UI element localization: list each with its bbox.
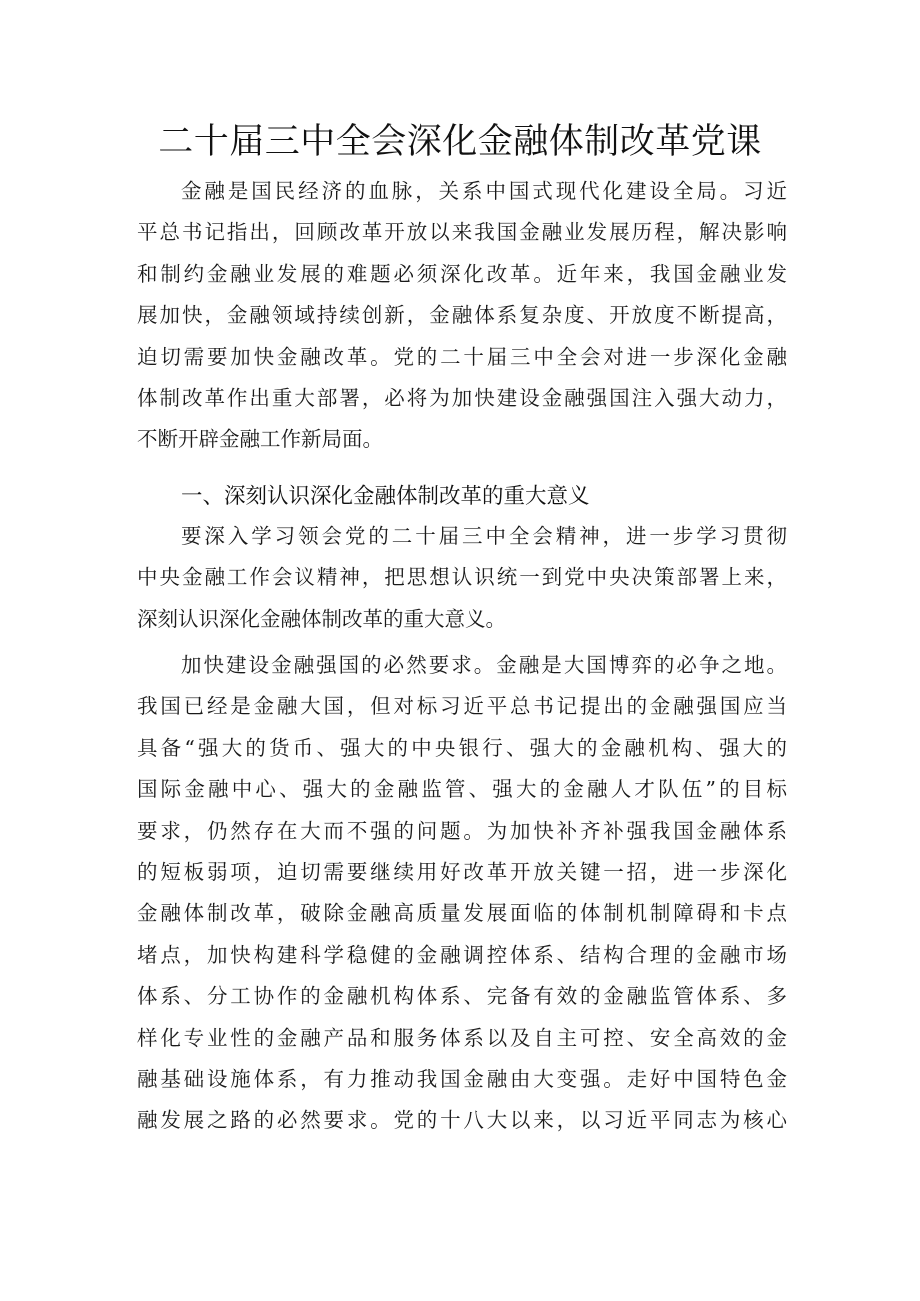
text-line: 国际金融中心、强大的金融监管、强大的金融人才队伍”的目标: [137, 777, 787, 802]
text-line: 我国已经是金融大国，但对标习近平总书记提出的金融强国应当: [137, 694, 787, 719]
text-line: 金融是国民经济的血脉，关系中国式现代化建设全局。习近: [181, 179, 787, 203]
text-line: 展加快，金融领域持续创新，金融体系复杂度、开放度不断提高，: [137, 303, 787, 328]
text-line: 融基础设施体系，有力推动我国金融由大变强。走好中国特色金: [137, 1067, 787, 1092]
text-line: 融发展之路的必然要求。党的十八大以来，以习近平同志为核心: [137, 1108, 787, 1133]
text-line: 和制约金融业发展的难题必须深化改革。近年来，我国金融业发: [137, 261, 787, 286]
paragraph-requirements: [137, 645, 787, 1142]
text-line: 金融体制改革，破除金融高质量发展面临的体制机制障碍和卡点: [137, 901, 787, 926]
text-line: 不断开辟金融工作新局面。: [137, 427, 383, 452]
text-line: 平总书记指出，回顾改革开放以来我国金融业发展历程，解决影响: [137, 220, 787, 245]
text-line: 的短板弱项，迫切需要继续用好改革开放关键一招，进一步深化: [137, 860, 787, 885]
text-line: 加快建设金融强国的必然要求。金融是大国博弈的必争之地。: [181, 653, 787, 677]
text-line: 体制改革作出重大部署，必将为加快建设金融强国注入强大动力，: [137, 386, 787, 411]
document-title: 二十届三中全会深化金融体制改革党课: [158, 122, 762, 162]
text-line: 要深入学习领会党的二十届三中全会精神，进一步学习贯彻: [181, 524, 787, 548]
text-line: 样化专业性的金融产品和服务体系以及自主可控、安全高效的金: [137, 1025, 787, 1050]
paragraph-study: [137, 516, 787, 640]
text-line: 迫切需要加快金融改革。党的二十届三中全会对进一步深化金融: [137, 344, 787, 369]
paragraph-intro: [137, 171, 787, 461]
text-line: 深刻认识深化金融体制改革的重大意义。: [137, 606, 506, 631]
text-line: 具备“强大的货币、强大的中央银行、强大的金融机构、强大的: [137, 735, 787, 760]
text-line: 体系、分工协作的金融机构体系、完备有效的金融监管体系、多: [137, 984, 787, 1009]
text-line: 中央金融工作会议精神，把思想认识统一到党中央决策部署上来，: [137, 565, 787, 590]
text-line: 堵点，加快构建科学稳健的金融调控体系、结构合理的金融市场: [137, 942, 787, 967]
section-heading: 一、深刻认识深化金融体制改革的重大意义: [181, 484, 590, 509]
text-line: 要求，仍然存在大而不强的问题。为加快补齐补强我国金融体系: [137, 818, 787, 843]
